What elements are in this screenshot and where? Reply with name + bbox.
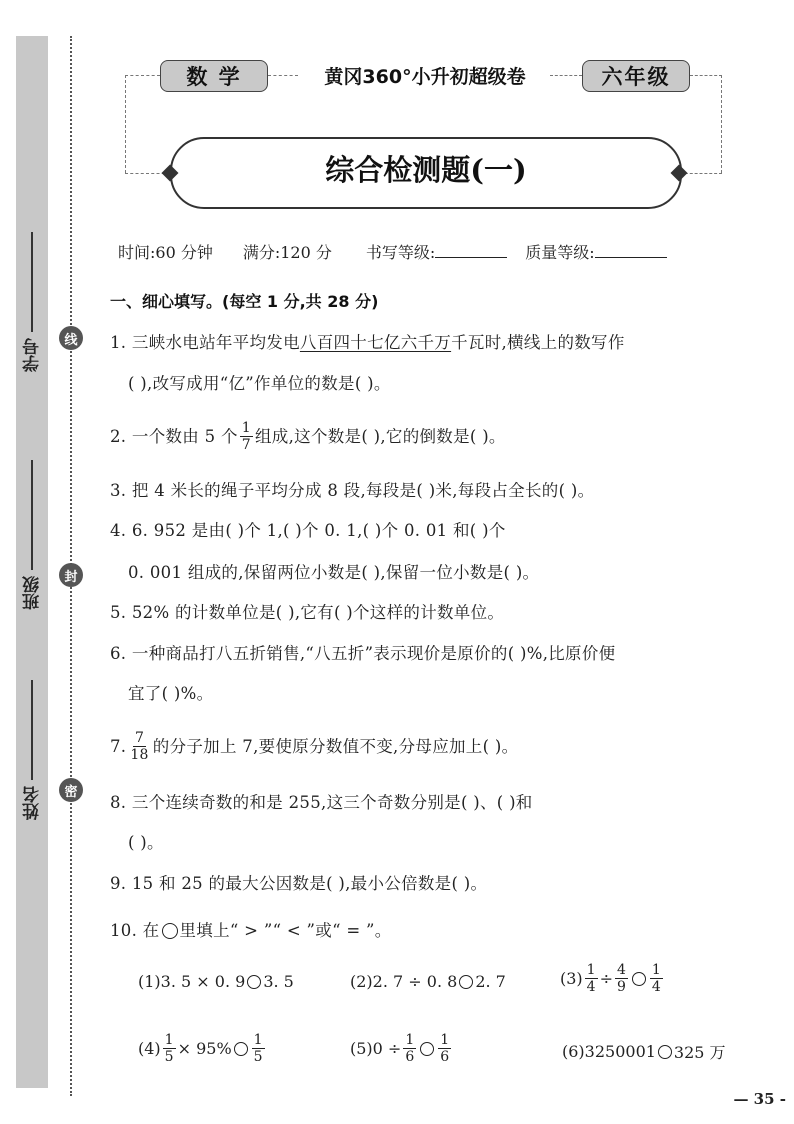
question-4: 4. 6. 952 是由( )个 1,( )个 0. 1,( )个 0. 01 和( )个 [110, 521, 506, 540]
q10-item-3-op: ÷ [599, 969, 613, 988]
q10-item-4 [138, 1032, 267, 1065]
header-dash-left-vert [125, 75, 126, 173]
q7-text-a: 7. [110, 736, 127, 756]
q10-item-2-expr: (2)2. 7 ÷ 0. 8 [350, 972, 458, 991]
question-9: 9. 15 和 25 的最大公因数是( ),最小公倍数是( )。 [110, 874, 488, 893]
student-id-field [18, 232, 46, 372]
question-3: 3. 把 4 米长的绳子平均分成 8 段,每段是( )米,每段占全长的( )。 [110, 481, 595, 500]
exam-info [118, 240, 748, 263]
class-field [18, 460, 46, 610]
q10-item-3-frac-2 [615, 962, 628, 995]
seal-xian: 线 [59, 326, 83, 350]
q10-item-4-op: × 95% [177, 1039, 232, 1058]
compare-circle-icon [162, 923, 178, 939]
q10-item-4-frac-right [252, 1032, 265, 1065]
q10-item-4-label: (4) [138, 1039, 161, 1058]
seal-mi: 密 [59, 778, 83, 802]
question-8: 8. 三个连续奇数的和是 255,这三个奇数分别是( )、( )和 [110, 793, 533, 812]
question-5: 5. 52% 的计数单位是( ),它有( )个这样的计数单位。 [110, 603, 505, 622]
q10-item-1-circle-icon[interactable] [247, 975, 261, 989]
q10-item-3-frac-1 [585, 962, 598, 995]
q2-text-b: 组成,这个数是( ),它的倒数是( )。 [255, 426, 506, 446]
q1-text-b: 千瓦时,横线上的数写作 [451, 333, 625, 352]
q10-item-5-f1-num: 1 [405, 1032, 415, 1048]
q7-fraction [128, 730, 150, 763]
q10-item-3-r-num: 1 [651, 962, 661, 978]
q10-item-4-f1-num: 1 [164, 1032, 174, 1048]
page-number: — 35 - [733, 1090, 786, 1108]
q10-item-3-label: (3) [560, 969, 583, 988]
q7-frac-denominator: 18 [130, 747, 149, 763]
q2-frac-numerator: 1 [241, 420, 251, 436]
grade-badge: 六年级 [582, 60, 690, 92]
series-title: 黄冈360°小升初超级卷 [324, 66, 526, 88]
header-dash-mid-left [268, 75, 298, 76]
q10-item-1-expr: (1)3. 5 × 0. 9 [138, 972, 246, 991]
q10-item-6 [562, 1040, 726, 1063]
q7-text-b: 的分子加上 7,要使原分数值不变,分母应加上( )。 [152, 736, 519, 756]
q10-item-1-right: 3. 5 [263, 972, 294, 991]
q10-item-3-f1-num: 1 [586, 962, 596, 978]
q10-item-2-right: 2. 7 [475, 972, 506, 991]
q10-item-3-f2-num: 4 [617, 962, 626, 978]
q2-text-a: 2. 一个数由 5 个 [110, 426, 238, 446]
q10-item-5-frac-1 [403, 1032, 416, 1065]
q10-item-6-circle-icon[interactable] [658, 1045, 672, 1059]
section-heading: 一、细心填写。(每空 1 分,共 28 分) [110, 292, 379, 311]
subject-badge: 数 学 [160, 60, 268, 92]
full-score: 满分:120 分 [242, 243, 332, 262]
question-7 [110, 730, 740, 763]
name-line [31, 680, 33, 780]
header-dash-mid-right [550, 75, 582, 76]
q10-item-5-r-num: 1 [440, 1032, 450, 1048]
q2-fraction [240, 420, 253, 453]
quality-grade-blank[interactable] [595, 243, 667, 258]
q10-text-b: 里填上“ > ”“ < ”或“ = ”。 [179, 921, 392, 940]
time-limit: 时间:60 分钟 [118, 243, 213, 262]
q10-item-5-frac-right [438, 1032, 451, 1065]
q7-frac-numerator: 7 [134, 730, 145, 746]
question-4-line-2: 0. 001 组成的,保留两位小数是( ),保留一位小数是( )。 [128, 563, 540, 582]
q10-item-6-right: 325 万 [673, 1043, 726, 1062]
name-label: 姓名 [22, 786, 43, 820]
page-title: 综合检测题(一) [325, 153, 527, 187]
q1-underlined-number: 八百四十七亿六千万 [299, 333, 452, 352]
q10-item-3 [560, 962, 665, 995]
q10-item-4-f1-den: 5 [164, 1049, 174, 1065]
q10-item-4-circle-icon[interactable] [234, 1042, 248, 1056]
q10-item-3-f2-den: 9 [617, 979, 626, 995]
q10-item-6-expr: (6)3250001 [562, 1042, 656, 1061]
seal-feng: 封 [59, 563, 83, 587]
header-dash-right [690, 75, 722, 76]
student-id-label: 学号 [22, 338, 43, 372]
q10-item-4-r-num: 1 [253, 1032, 263, 1048]
question-6-line-2: 宜了( )%。 [128, 684, 214, 703]
question-1-line-2: ( ),改写成用“亿”作单位的数是( )。 [128, 374, 391, 393]
quality-grade-label: 质量等级: [525, 243, 595, 262]
class-line [31, 460, 33, 570]
q10-item-5-circle-icon[interactable] [420, 1042, 434, 1056]
question-8-line-2: ( )。 [128, 833, 164, 852]
q10-item-2-circle-icon[interactable] [459, 975, 473, 989]
q10-item-5-r-den: 6 [440, 1049, 450, 1065]
q10-item-5 [350, 1032, 453, 1065]
class-label: 班级 [22, 576, 43, 610]
q10-item-3-frac-right [650, 962, 663, 995]
question-1 [110, 332, 740, 354]
q10-item-3-circle-icon[interactable] [632, 972, 646, 986]
q10-item-5-f1-den: 6 [405, 1049, 415, 1065]
q10-item-4-r-den: 5 [253, 1049, 263, 1065]
q10-item-5-label: (5)0 ÷ [350, 1039, 402, 1058]
name-field [18, 680, 46, 820]
q10-item-2 [350, 972, 506, 991]
question-10 [110, 920, 740, 942]
q10-item-3-r-den: 4 [651, 979, 661, 995]
writing-grade-blank[interactable] [435, 243, 507, 258]
question-6: 6. 一种商品打八五折销售,“八五折”表示现价是原价的( )%,比原价便 [110, 644, 616, 663]
writing-grade-label: 书写等级: [365, 243, 436, 262]
q10-item-3-f1-den: 4 [586, 979, 596, 995]
q1-text-a: 1. 三峡水电站年平均发电 [110, 333, 300, 352]
header-dash-left [125, 75, 160, 76]
student-id-line [31, 232, 33, 332]
q10-item-4-frac-1 [163, 1032, 176, 1065]
header-dash-right-vert [721, 75, 722, 173]
question-2 [110, 420, 740, 453]
q2-frac-denominator: 7 [241, 437, 251, 453]
q10-item-1 [138, 972, 294, 991]
q10-text-a: 10. 在 [110, 921, 160, 940]
